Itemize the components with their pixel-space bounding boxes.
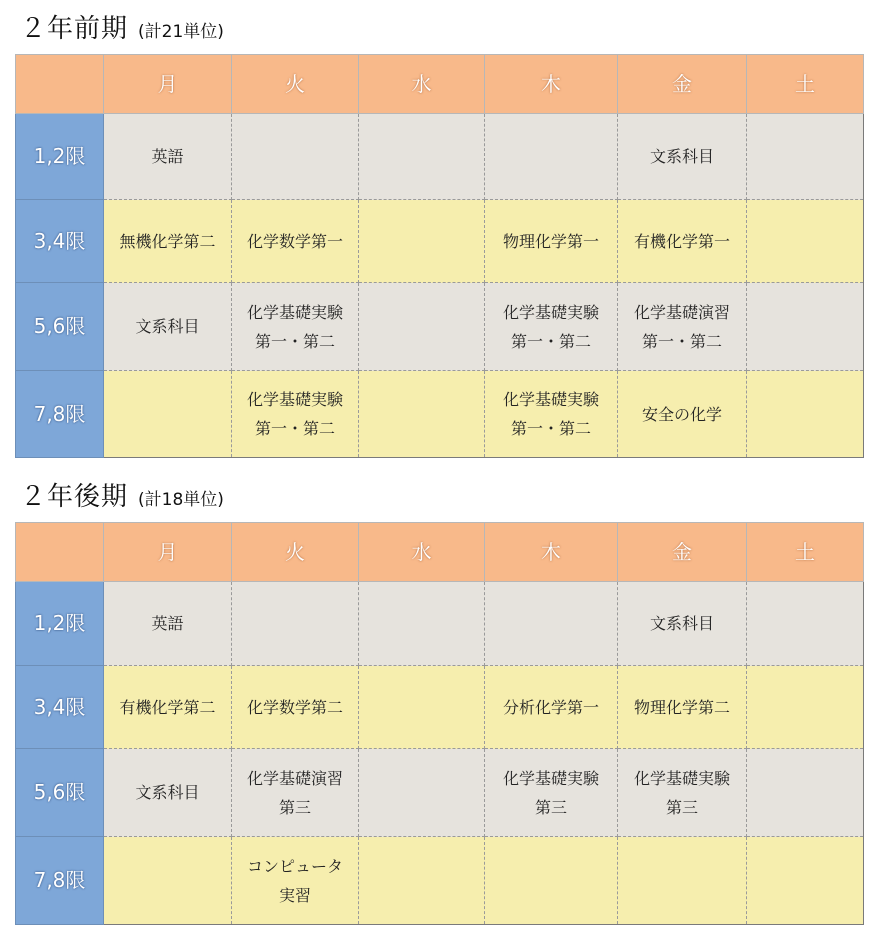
period-label: 5,6限 xyxy=(16,749,104,837)
class-name-line: 第一・第二 xyxy=(510,419,591,438)
class-name-line: 第一・第二 xyxy=(510,331,591,351)
period-label: 3,4限 xyxy=(16,200,104,283)
class-cell xyxy=(104,371,232,458)
class-name-line: 英語 xyxy=(151,614,184,633)
class-name-line: 第三 xyxy=(534,797,567,817)
class-cell xyxy=(232,283,359,371)
day-header: 水 xyxy=(359,523,485,582)
semester-2-title: ２年後期 xyxy=(20,482,129,512)
day-header: 月 xyxy=(104,523,232,582)
class-name-line: 化学基礎実験 xyxy=(633,768,730,788)
period-label: 1,2限 xyxy=(16,114,104,200)
day-header: 火 xyxy=(232,523,359,582)
day-header: 木 xyxy=(485,55,618,114)
class-cell xyxy=(618,114,747,200)
period-row xyxy=(16,283,864,371)
period-row xyxy=(16,666,864,749)
period-label: 1,2限 xyxy=(16,582,104,666)
period-label: 3,4限 xyxy=(16,666,104,749)
class-name-line: 第三 xyxy=(278,797,311,817)
class-cell xyxy=(232,749,359,837)
timetable-semester-2 xyxy=(15,522,864,925)
class-cell xyxy=(485,666,618,749)
day-header: 土 xyxy=(747,523,864,582)
class-cell xyxy=(485,371,618,458)
class-cell xyxy=(104,837,232,925)
class-name-line: 文系科目 xyxy=(135,783,200,802)
class-cell xyxy=(618,666,747,749)
class-cell xyxy=(747,200,864,283)
class-name-line: 第一・第二 xyxy=(254,419,335,438)
class-name-line: 第一・第二 xyxy=(641,331,722,351)
class-cell xyxy=(232,582,359,666)
class-cell xyxy=(359,666,485,749)
class-cell xyxy=(485,749,618,837)
class-name-line: 有機化学第二 xyxy=(119,697,216,717)
day-header: 金 xyxy=(618,55,747,114)
class-cell xyxy=(359,837,485,925)
corner-cell xyxy=(16,55,104,114)
class-name-line: 物理化学第二 xyxy=(633,697,730,717)
class-cell xyxy=(359,582,485,666)
day-header: 月 xyxy=(104,55,232,114)
class-name-line: 英語 xyxy=(151,147,184,166)
class-cell xyxy=(359,371,485,458)
class-name-line: 安全の化学 xyxy=(641,404,722,424)
period-row xyxy=(16,371,864,458)
semester-1-heading xyxy=(20,8,224,48)
class-name-line: 化学基礎実験 xyxy=(502,768,599,788)
class-cell xyxy=(232,200,359,283)
class-cell xyxy=(485,837,618,925)
class-cell xyxy=(747,283,864,371)
period-row xyxy=(16,837,864,925)
class-name-line: 化学基礎実験 xyxy=(502,302,599,322)
day-header-row xyxy=(16,523,864,582)
class-cell xyxy=(747,114,864,200)
period-row xyxy=(16,582,864,666)
day-header: 金 xyxy=(618,523,747,582)
day-header: 水 xyxy=(359,55,485,114)
class-name-line: 有機化学第一 xyxy=(633,231,730,251)
timetable-semester-1 xyxy=(15,54,864,458)
period-row xyxy=(16,114,864,200)
class-cell xyxy=(618,371,747,458)
class-name-line: 文系科目 xyxy=(649,147,714,166)
day-header: 木 xyxy=(485,523,618,582)
class-cell xyxy=(747,666,864,749)
class-cell xyxy=(747,582,864,666)
class-cell xyxy=(104,283,232,371)
class-name-line: 文系科目 xyxy=(649,614,714,633)
class-cell xyxy=(232,114,359,200)
class-cell xyxy=(485,114,618,200)
class-cell xyxy=(747,837,864,925)
class-cell xyxy=(232,371,359,458)
class-cell xyxy=(618,200,747,283)
class-cell xyxy=(359,283,485,371)
class-name-line: 化学基礎実験 xyxy=(246,390,343,409)
class-cell xyxy=(232,837,359,925)
class-cell xyxy=(618,582,747,666)
class-cell xyxy=(359,749,485,837)
semester-2-credits: (計18単位) xyxy=(138,490,224,510)
class-name-line: 無機化学第二 xyxy=(119,231,216,251)
class-name-line: 化学基礎演習 xyxy=(633,302,730,322)
class-cell xyxy=(104,749,232,837)
semester-1-title: ２年前期 xyxy=(20,14,129,44)
day-header: 土 xyxy=(747,55,864,114)
class-cell xyxy=(485,582,618,666)
class-cell xyxy=(104,200,232,283)
semester-1-credits: (計21単位) xyxy=(138,22,224,42)
class-name-line: 分析化学第一 xyxy=(502,697,599,717)
class-cell xyxy=(618,837,747,925)
class-name-line: 物理化学第一 xyxy=(502,231,599,251)
class-name-line: 文系科目 xyxy=(135,317,200,336)
class-cell xyxy=(359,200,485,283)
class-cell xyxy=(747,749,864,837)
class-name-line: 第三 xyxy=(665,797,698,817)
semester-2-heading xyxy=(20,476,224,516)
day-header: 火 xyxy=(232,55,359,114)
period-row xyxy=(16,749,864,837)
class-name-line: 化学数学第一 xyxy=(246,231,343,251)
class-cell xyxy=(747,371,864,458)
period-label: 7,8限 xyxy=(16,371,104,458)
class-cell xyxy=(618,749,747,837)
class-cell xyxy=(232,666,359,749)
class-cell xyxy=(104,666,232,749)
class-name-line: コンピュータ xyxy=(246,856,343,876)
period-label: 5,6限 xyxy=(16,283,104,371)
class-cell xyxy=(104,114,232,200)
period-row xyxy=(16,200,864,283)
class-cell xyxy=(485,283,618,371)
period-label: 7,8限 xyxy=(16,837,104,925)
class-name-line: 化学数学第二 xyxy=(246,697,343,717)
class-name-line: 実習 xyxy=(278,885,311,905)
day-header-row xyxy=(16,55,864,114)
timetable-body xyxy=(16,55,864,458)
class-cell xyxy=(618,283,747,371)
class-name-line: 化学基礎実験 xyxy=(502,390,599,409)
class-name-line: 第一・第二 xyxy=(254,331,335,351)
class-cell xyxy=(104,582,232,666)
class-cell xyxy=(359,114,485,200)
corner-cell xyxy=(16,523,104,582)
timetable-body xyxy=(16,523,864,925)
class-name-line: 化学基礎演習 xyxy=(246,768,343,788)
class-cell xyxy=(485,200,618,283)
class-name-line: 化学基礎実験 xyxy=(246,302,343,322)
